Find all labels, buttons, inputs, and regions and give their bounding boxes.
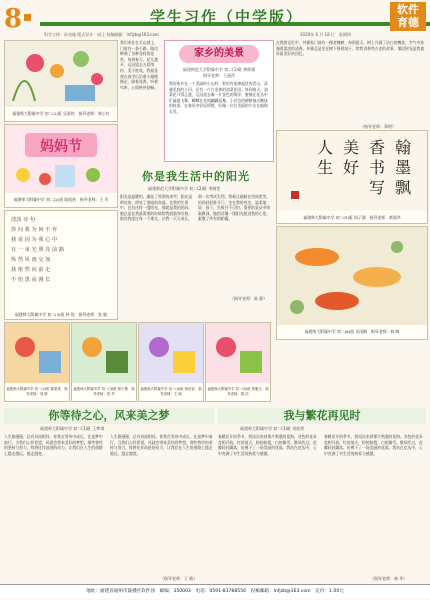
art-row-caption: 福建师大附属中学 初一(3)班 林子墨 指导老师：张 华 [73, 387, 135, 396]
sunshine-byline: 福建师范大学附属中学 初二(2)班 李晓雯 [148, 186, 221, 191]
page-number-dot [24, 14, 31, 21]
art-row-image [5, 323, 69, 383]
sunshine-body-left: 阳光是温暖的，融化了厚厚的冰雪；阳光是明亮的，照亮了黑暗的角落。在我的生命中，也有这样一缕阳光，那就是我的妈妈。她总是在我最需要的时候给我鼓励和支持，陪伴我度过每一个难关，让我一天天成长。 [120, 194, 193, 222]
art-row-caption: 福建师大附属中学 初一(4)班 黄佳怡 指导老师：王 丽 [140, 387, 202, 396]
calligraphy-char-6: 写 [369, 178, 386, 197]
col1-article-body: 我们家住在半山坡上，门前有一条小路，路边种满了各种各样的花草。每到春天，花儿盛开，远远望去五彩缤纷，美不胜收。我最喜欢在放学后沿着小路慢慢走，闻着花香，听着鸟叫，心情格外舒畅。 [120, 40, 158, 90]
artwork-2 [4, 124, 118, 208]
bottom-right-body-1: 春暖花开的季节，我再次来到那片熟悉的花海。各色的花朵竞相开放，红的似火，粉的如霞，白的像雪。微风吹过，花瓣轻轻飘落，仿佛下了一场美丽的花雨。我站在花丛中，心中充满了对生活的热爱与感激。 [218, 434, 317, 456]
art-row-item [4, 322, 70, 402]
calligraphy-image [277, 131, 427, 211]
sunshine-title-bar [120, 168, 272, 184]
bottom-left-body-2: 人生路漫漫，总有风雨相伴。你我在等待中成长，在追梦中前行。当我们心怀希望，风就会带来美好的梦想。那些曾经的坚持与努力，终将化作前进的动力，让我们在人生的道路上越走越远，越走越宽。 [110, 434, 213, 456]
calligraphy-char-9: 人 [317, 138, 334, 157]
header-editor-info: 科学主持：孙良瑜 版式设计：网上 投稿邮箱：lnfjzb@163.com [44, 32, 159, 37]
bottom-right-title-bar [218, 408, 426, 424]
calligraphy-char-10: 生 [317, 158, 334, 177]
hometown-body: 我的家乡在一个美丽的小山村，那里有连绵起伏的青山，清澈见底的小河，还有一片片金黄的油菜花田。每到春天，油菜花开得正盛，远远望去像一片金色的海洋，蜜蜂在花丛中忙碌地飞舞，蝴蝶在花间翩翩起舞。小河边的柳树抽出嫩绿的枝条，在春风中轻轻摇摆，好像一位位美丽的少女在梳理长发。 [169, 81, 268, 114]
hometown-article [164, 40, 274, 162]
artwork-2-image [5, 125, 117, 193]
koi-image [277, 227, 427, 325]
art-row-item [138, 322, 204, 402]
bottom-right-title: 我与繁花再见时 [283, 409, 361, 422]
calligraphy-char-7: 美 [343, 138, 360, 157]
art-row-image [139, 323, 203, 383]
poem-caption: 福建师大附属中学 初二(3)班 林 悦 指导老师：张 敏 [14, 311, 108, 317]
badge-line-2: 育德 [397, 16, 419, 29]
art-row-image [72, 323, 136, 383]
poem-line: 我 说 因 为 我 心 中 [11, 237, 58, 243]
masthead-title: 学生习作（中学版） [150, 8, 304, 26]
sunshine-body-right: 那一次考试失利，我难过地躲在房间里哭。妈妈轻轻推开门，坐在我的身边，温柔地说：孩子，失败并不可怕，重要的是从中吸取教训。她的话像一缕阳光照进我的心里，驱散了所有的阴霾。 [198, 194, 271, 222]
bottom-right-byline: 福建师大附属中学 初二(3)班 刘欣然 [240, 426, 305, 431]
artwork-1-caption: 福建师大附属中学 初二(1)班 吴嘉怡 指导老师：林小红 [12, 111, 110, 116]
poem-line: 纵 然 风 雨 交 加 [11, 257, 51, 263]
poem-text [5, 211, 117, 289]
poem-line: 淡淡 诗 句 [11, 217, 36, 223]
art-row-item [205, 322, 271, 402]
calligraphy-char-1: 翰 [395, 138, 412, 157]
art-row [4, 322, 272, 402]
artwork-2-banner: 妈妈节 [40, 139, 82, 155]
corner-badge [390, 2, 426, 31]
bottom-left-title-bar [4, 408, 214, 424]
calligraphy-char-5: 书 [369, 158, 386, 177]
right-essay-body: 在我的记忆中，外婆家门前有一棵老槐树，每到夏天，树上开满了洁白的槐花，空气中弥漫着淡淡的清香。外婆总是坐在树下摇着扇子，给我讲那些古老的故事，那段时光是我童年最美好的回忆。 [276, 40, 425, 57]
artwork-1-image [5, 41, 117, 107]
bottom-left-byline: 福建师大附属中学 初二(1)班 王梦琪 [40, 426, 105, 431]
poem-line: 不 怕 黑 夜 漫 长 [11, 277, 51, 283]
poem-line: 我 依 然 向 前 走 [11, 267, 51, 273]
sunshine-title: 你是我生活中的阳光 [142, 170, 250, 183]
page-number: 8 [4, 4, 23, 34]
calligraphy-artwork [276, 130, 428, 224]
sunshine-teacher: （指导老师：陈 静） [230, 296, 268, 301]
hometown-title: 家乡的美景 [179, 45, 259, 63]
koi-artwork [276, 226, 428, 340]
bottom-left-title: 你等待之心，风来美之梦 [48, 409, 170, 422]
artwork-1 [4, 40, 118, 122]
footer-bar: 地址：福建省福州市鼓楼区软件园 邮编：350003 电话：0591-83788556 投稿邮箱：lnfjzb@163.com 定价：1.00元 [0, 584, 430, 599]
artwork-2-caption: 福建师大附属中学 初二(2)班 陈欣怡 指导老师：王 芳 [13, 197, 109, 202]
badge-line-1: 软件 [397, 3, 419, 16]
art-row-caption: 福建师大附属中学 初一(5)班 郑雅文 指导老师：陈 洁 [207, 387, 269, 396]
poem-box [4, 210, 118, 320]
bottom-left-body-1: 人生路漫漫，总有风雨相伴。你我在等待中成长，在追梦中前行。当我们心怀希望，风就会带来美好的梦想。那些曾经的坚持与努力，终将化作前进的动力，让我们在人生的道路上越走越远，越走越宽。 [4, 434, 103, 456]
art-row-image [206, 323, 270, 383]
calligraphy-char-3: 飘 [395, 178, 412, 197]
hometown-byline: 福建师范大学附属中学 初二(1)班 黄梓涵 [182, 67, 256, 72]
bottom-right-body-2: 春暖花开的季节，我再次来到那片熟悉的花海。各色的花朵竞相开放，红的似火，粉的如霞，白的像雪。微风吹过，花瓣轻轻飘落，仿佛下了一场美丽的花雨。我站在花丛中，心中充满了对生活的热爱与感激。 [324, 434, 423, 456]
bottom-left-teacher: （指导老师：王 敏） [160, 576, 198, 581]
hometown-teacher: 指导老师：王丽萍 [203, 73, 235, 78]
art-row-item [71, 322, 137, 402]
art-row-caption: 福建师大附属中学 初一(2)班 陈思琪 指导老师：刘 敏 [6, 387, 68, 396]
poem-line: 你 问 我 为 何 不 弃 [11, 227, 58, 233]
calligraphy-caption: 福建师大附属中学 初二(5)班 周子涵 指导老师：黄丽华 [303, 215, 401, 220]
header-date: 2020年 6 月 18 日 星期四 [300, 32, 351, 37]
calligraphy-char-8: 好 [343, 158, 360, 177]
calligraphy-char-4: 香 [369, 138, 386, 157]
right-essay-teacher: （指导老师：郑明） [360, 124, 396, 129]
koi-caption: 福建师大附属中学 初二(6)班 吴雨桐 指导老师：林 峰 [304, 329, 400, 334]
bottom-right-teacher: （指导老师：林 华） [370, 576, 408, 581]
poem-line: 有 一 束 光 照 亮 前 路 [11, 247, 65, 253]
calligraphy-char-2: 墨 [395, 158, 412, 177]
